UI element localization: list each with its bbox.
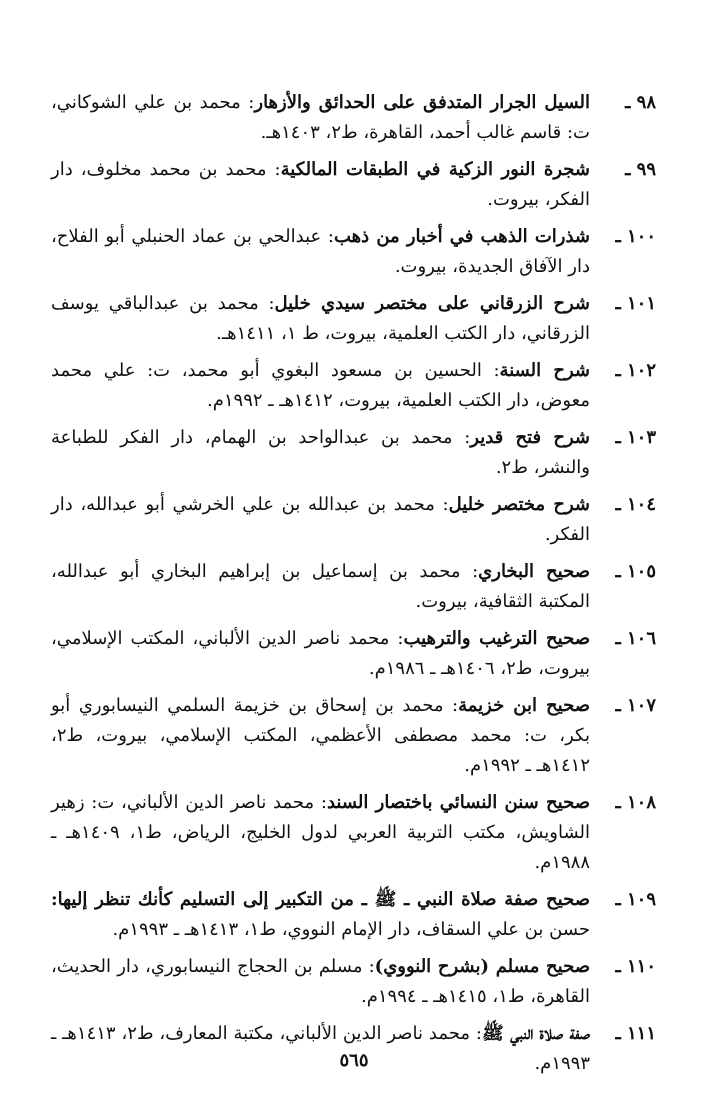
bibliography-entry <box>51 423 656 483</box>
entry-number: ١٠٠ ـ <box>615 226 656 247</box>
bibliography-entry <box>51 289 656 349</box>
entry-number: ٩٩ ـ <box>625 159 656 180</box>
entry-number: ١٠٩ ـ <box>615 889 656 910</box>
bibliography-entry <box>51 952 656 1012</box>
entry-details: : محمد بن عبدالله بن علي الخرشي أبو عبدالله، دار الفكر. <box>51 494 590 545</box>
bibliography-list <box>51 88 656 1086</box>
entry-title: صحيح الترغيب والترهيب <box>403 628 590 649</box>
entry-details: : محمد ناصر الدين الألباني، ت: زهير الشاويش، مكتب التربية العربي لدول الخليج، الرياض، ط١، ١٤٠٩هـ ـ ١٩٨٨م. <box>51 792 591 873</box>
entry-title: شرح مختصر خليل <box>448 494 590 515</box>
bibliography-entry <box>51 624 656 684</box>
entry-details: : محمد بن إسحاق بن خزيمة السلمي النيسابوري أبو بكر، ت: محمد مصطفى الأعظمي، المكتب الإسلامي، بيروت، ط٢، ١٤١٢هـ ـ ١٩٩٢م. <box>51 695 590 776</box>
entry-text <box>51 490 590 550</box>
entry-number: ١٠١ ـ <box>615 293 656 314</box>
entry-title: صحيح سنن النسائي باختصار السند <box>326 792 590 813</box>
bibliography-entry <box>51 490 656 550</box>
entry-text <box>51 155 590 215</box>
page-number: ٥٦٥ <box>339 1050 369 1071</box>
entry-number: ١١١ ـ <box>615 1023 656 1044</box>
entry-text <box>51 423 590 483</box>
entry-details: : الحسين بن مسعود البغوي أبو محمد، ت: علي محمد معوض، دار الكتب العلمية، بيروت، ١٤١٢هـ ـ ١٩٩٢م. <box>51 360 590 411</box>
entry-title: شرح السنة <box>499 360 590 381</box>
entry-number: ١٠٨ ـ <box>615 792 656 813</box>
entry-title: شذرات الذهب في أخبار من ذهب <box>333 226 590 247</box>
entry-text <box>51 952 590 1012</box>
entry-text <box>51 691 590 781</box>
entry-details: : محمد بن علي الشوكاني، ت: قاسم غالب أحمد، القاهرة، ط٢، ١٤٠٣هـ. <box>51 92 590 143</box>
entry-details: : محمد ناصر الدين الألباني، مكتبة المعارف، ط٢، ١٤١٣هـ ـ ١٩٩٣م. <box>51 1023 590 1074</box>
entry-number: ١٠٥ ـ <box>615 561 656 582</box>
entry-number: ١٠٢ ـ <box>615 360 656 381</box>
entry-text <box>51 557 590 617</box>
bibliography-entry <box>51 691 656 781</box>
entry-title: صحيح البخاري <box>478 561 590 582</box>
entry-title: صحيح صفة صلاة النبي ـ ﷺ ـ من التكبير إلى التسليم كأنك تنظر إليها: <box>51 889 590 910</box>
entry-title: صحيح مسلم (بشرح النووي) <box>374 956 590 977</box>
entry-text <box>51 356 590 416</box>
bibliography-entry <box>51 885 656 945</box>
entry-text <box>51 88 590 148</box>
entry-number: ١٠٦ ـ <box>615 628 656 649</box>
entry-number: ١٠٧ ـ <box>615 695 656 716</box>
entry-title: شرح فتح قدير <box>470 427 590 448</box>
bibliography-entry <box>51 356 656 416</box>
entry-number: ١٠٤ ـ <box>615 494 656 515</box>
bibliography-entry <box>51 88 656 148</box>
entry-details: : محمد بن عبدالواحد بن الهمام، دار الفكر للطباعة والنشر، ط٢. <box>51 427 590 478</box>
entry-number: ٩٨ ـ <box>625 92 656 113</box>
entry-details: حسن بن علي السقاف، دار الإمام النووي، ط١، ١٤١٣هـ ـ ١٩٩٣م. <box>112 919 590 940</box>
entry-text <box>51 222 590 282</box>
entry-title: صحيح ابن خزيمة <box>458 695 590 716</box>
entry-text <box>51 624 590 684</box>
bibliography-entry <box>51 155 656 215</box>
entry-text <box>51 885 590 945</box>
bibliography-entry <box>51 222 656 282</box>
bibliography-entry <box>51 788 656 878</box>
entry-details: : محمد ناصر الدين الألباني، المكتب الإسلامي، بيروت، ط٢، ١٤٠٦هـ ـ ١٩٨٦م. <box>51 628 590 679</box>
entry-title: شجرة النور الزكية في الطبقات المالكية <box>280 159 590 180</box>
entry-title: السيل الجرار المتدفق على الحدائق والأزهار <box>254 92 590 113</box>
entry-details: : محمد بن إسماعيل بن إبراهيم البخاري أبو عبدالله، المكتبة الثقافية، بيروت. <box>51 561 590 612</box>
entry-details: : محمد بن عبدالباقي يوسف الزرقاني، دار الكتب العلمية، بيروت، ط ١، ١٤١١هـ. <box>51 293 590 344</box>
entry-details: : محمد بن محمد مخلوف، دار الفكر، بيروت. <box>51 159 590 210</box>
entry-title: شرح الزرقاني على مختصر سيدي خليل <box>274 293 590 314</box>
entry-text <box>51 788 590 878</box>
entry-details: : عبدالحي بن عماد الحنبلي أبو الفلاح، دار الآفاق الجديدة، بيروت. <box>51 226 590 277</box>
entry-number: ١١٠ ـ <box>615 956 656 977</box>
entry-number: ١٠٣ ـ <box>615 427 656 448</box>
entry-title: صفة صلاة النبي ﷺ <box>481 1023 590 1044</box>
entry-details: : مسلم بن الحجاج النيسابوري، دار الحديث، القاهرة، ط١، ١٤١٥هـ ـ ١٩٩٤م. <box>51 956 590 1007</box>
entry-text <box>51 289 590 349</box>
bibliography-entry <box>51 557 656 617</box>
